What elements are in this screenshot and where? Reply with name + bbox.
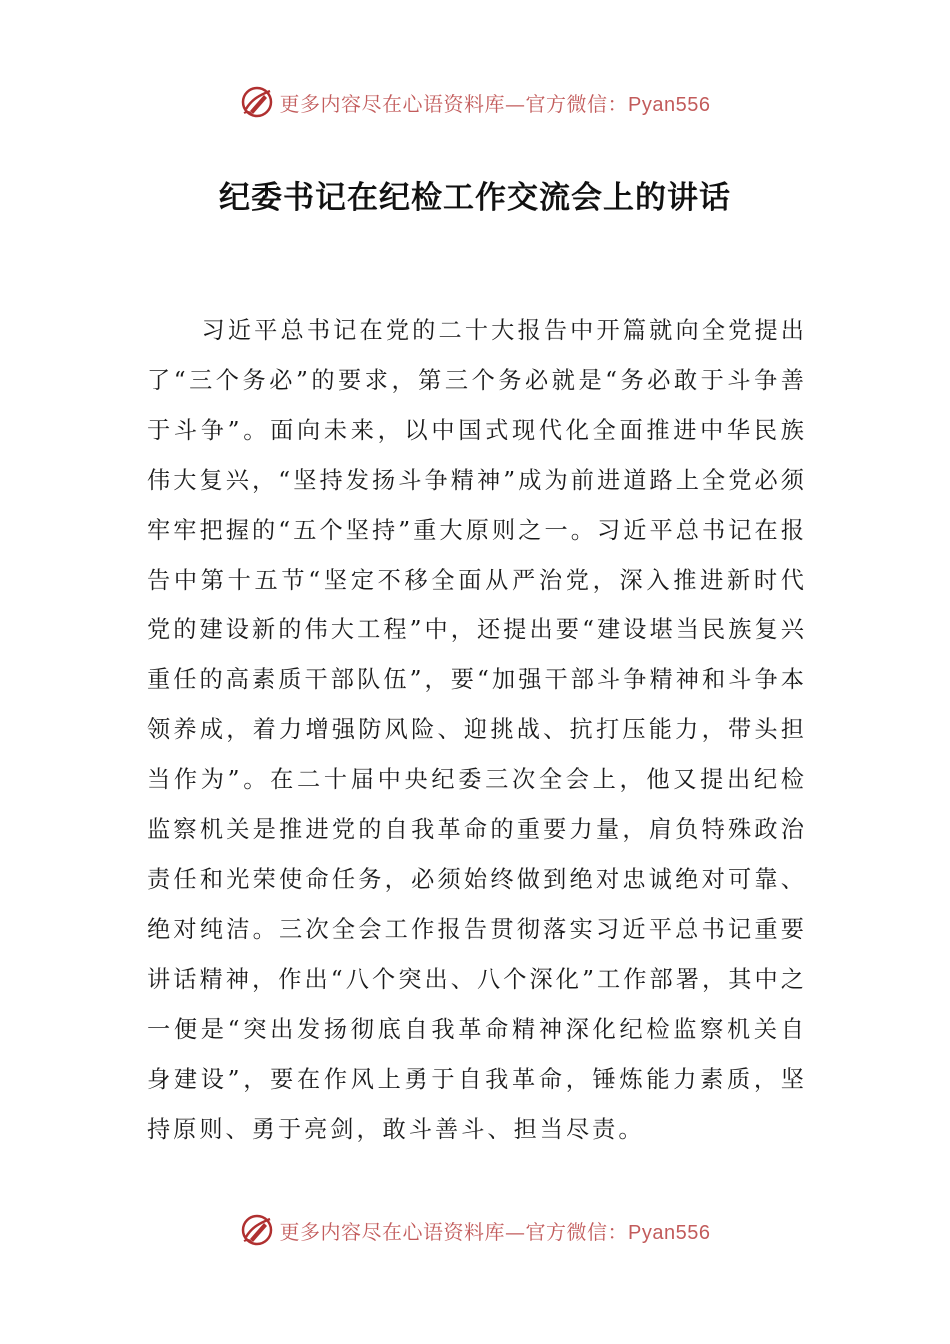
pen-circle-logo-icon — [240, 1213, 274, 1247]
watermark-wechat-label: 官方微信： — [525, 1219, 629, 1244]
watermark-wechat-id: Pyan556 — [628, 1221, 711, 1244]
footer-watermark — [0, 1210, 950, 1250]
watermark-text — [280, 1216, 711, 1245]
watermark-separator: — — [505, 1219, 526, 1244]
watermark-wechat-id: Pyan556 — [628, 93, 711, 116]
watermark-separator: — — [505, 91, 526, 116]
watermark-wechat-label: 官方微信： — [525, 91, 629, 116]
watermark-slogan: 更多内容尽在心语资料库 — [279, 91, 506, 116]
body-paragraph: 习近平总书记在党的二十大报告中开篇就向全党提出了“三个务必”的要求，第三个务必就是“务必敢于斗争善于斗争”。面向未来，以中国式现代化全面推进中华民族伟大复兴，“坚持发扬斗争精神”成为前进道路上全党必须牢牢把握的“五个坚持”重大原则之一。习近平总书记在报告中第十五节“坚定不移全面从严治党，深入推进新时代党的建设新的伟大工程”中，还提出要“建设堪当民族复兴重任的高素质干部队伍”，要“加强干部斗争精神和斗争本领养成，着力增强防风险、迎挑战、抗打压能力，带头担当作为”。在二十届中央纪委三次全会上，他又提出纪检监察机关是推进党的自我革命的重要力量，肩负特殊政治责任和光荣使命任务，必须始终做到绝对忠诚绝对可靠、绝对纯洁。三次全会工作报告贯彻落实习近平总书记重要讲话精神，作出“八个突出、八个深化”工作部署，其中之一便是“突出发扬彻底自我革命精神深化纪检监察机关自身建设”，要在作风上勇于自我革命，锤炼能力素质，坚持原则、勇于亮剑，敢斗善斗、担当尽责。 — [147, 317, 807, 1143]
pen-circle-logo-icon — [240, 85, 274, 119]
header-watermark — [0, 82, 950, 122]
watermark-text — [280, 88, 711, 117]
watermark-slogan: 更多内容尽在心语资料库 — [279, 1219, 506, 1244]
document-title: 纪委书记在纪检工作交流会上的讲话 — [219, 180, 731, 216]
